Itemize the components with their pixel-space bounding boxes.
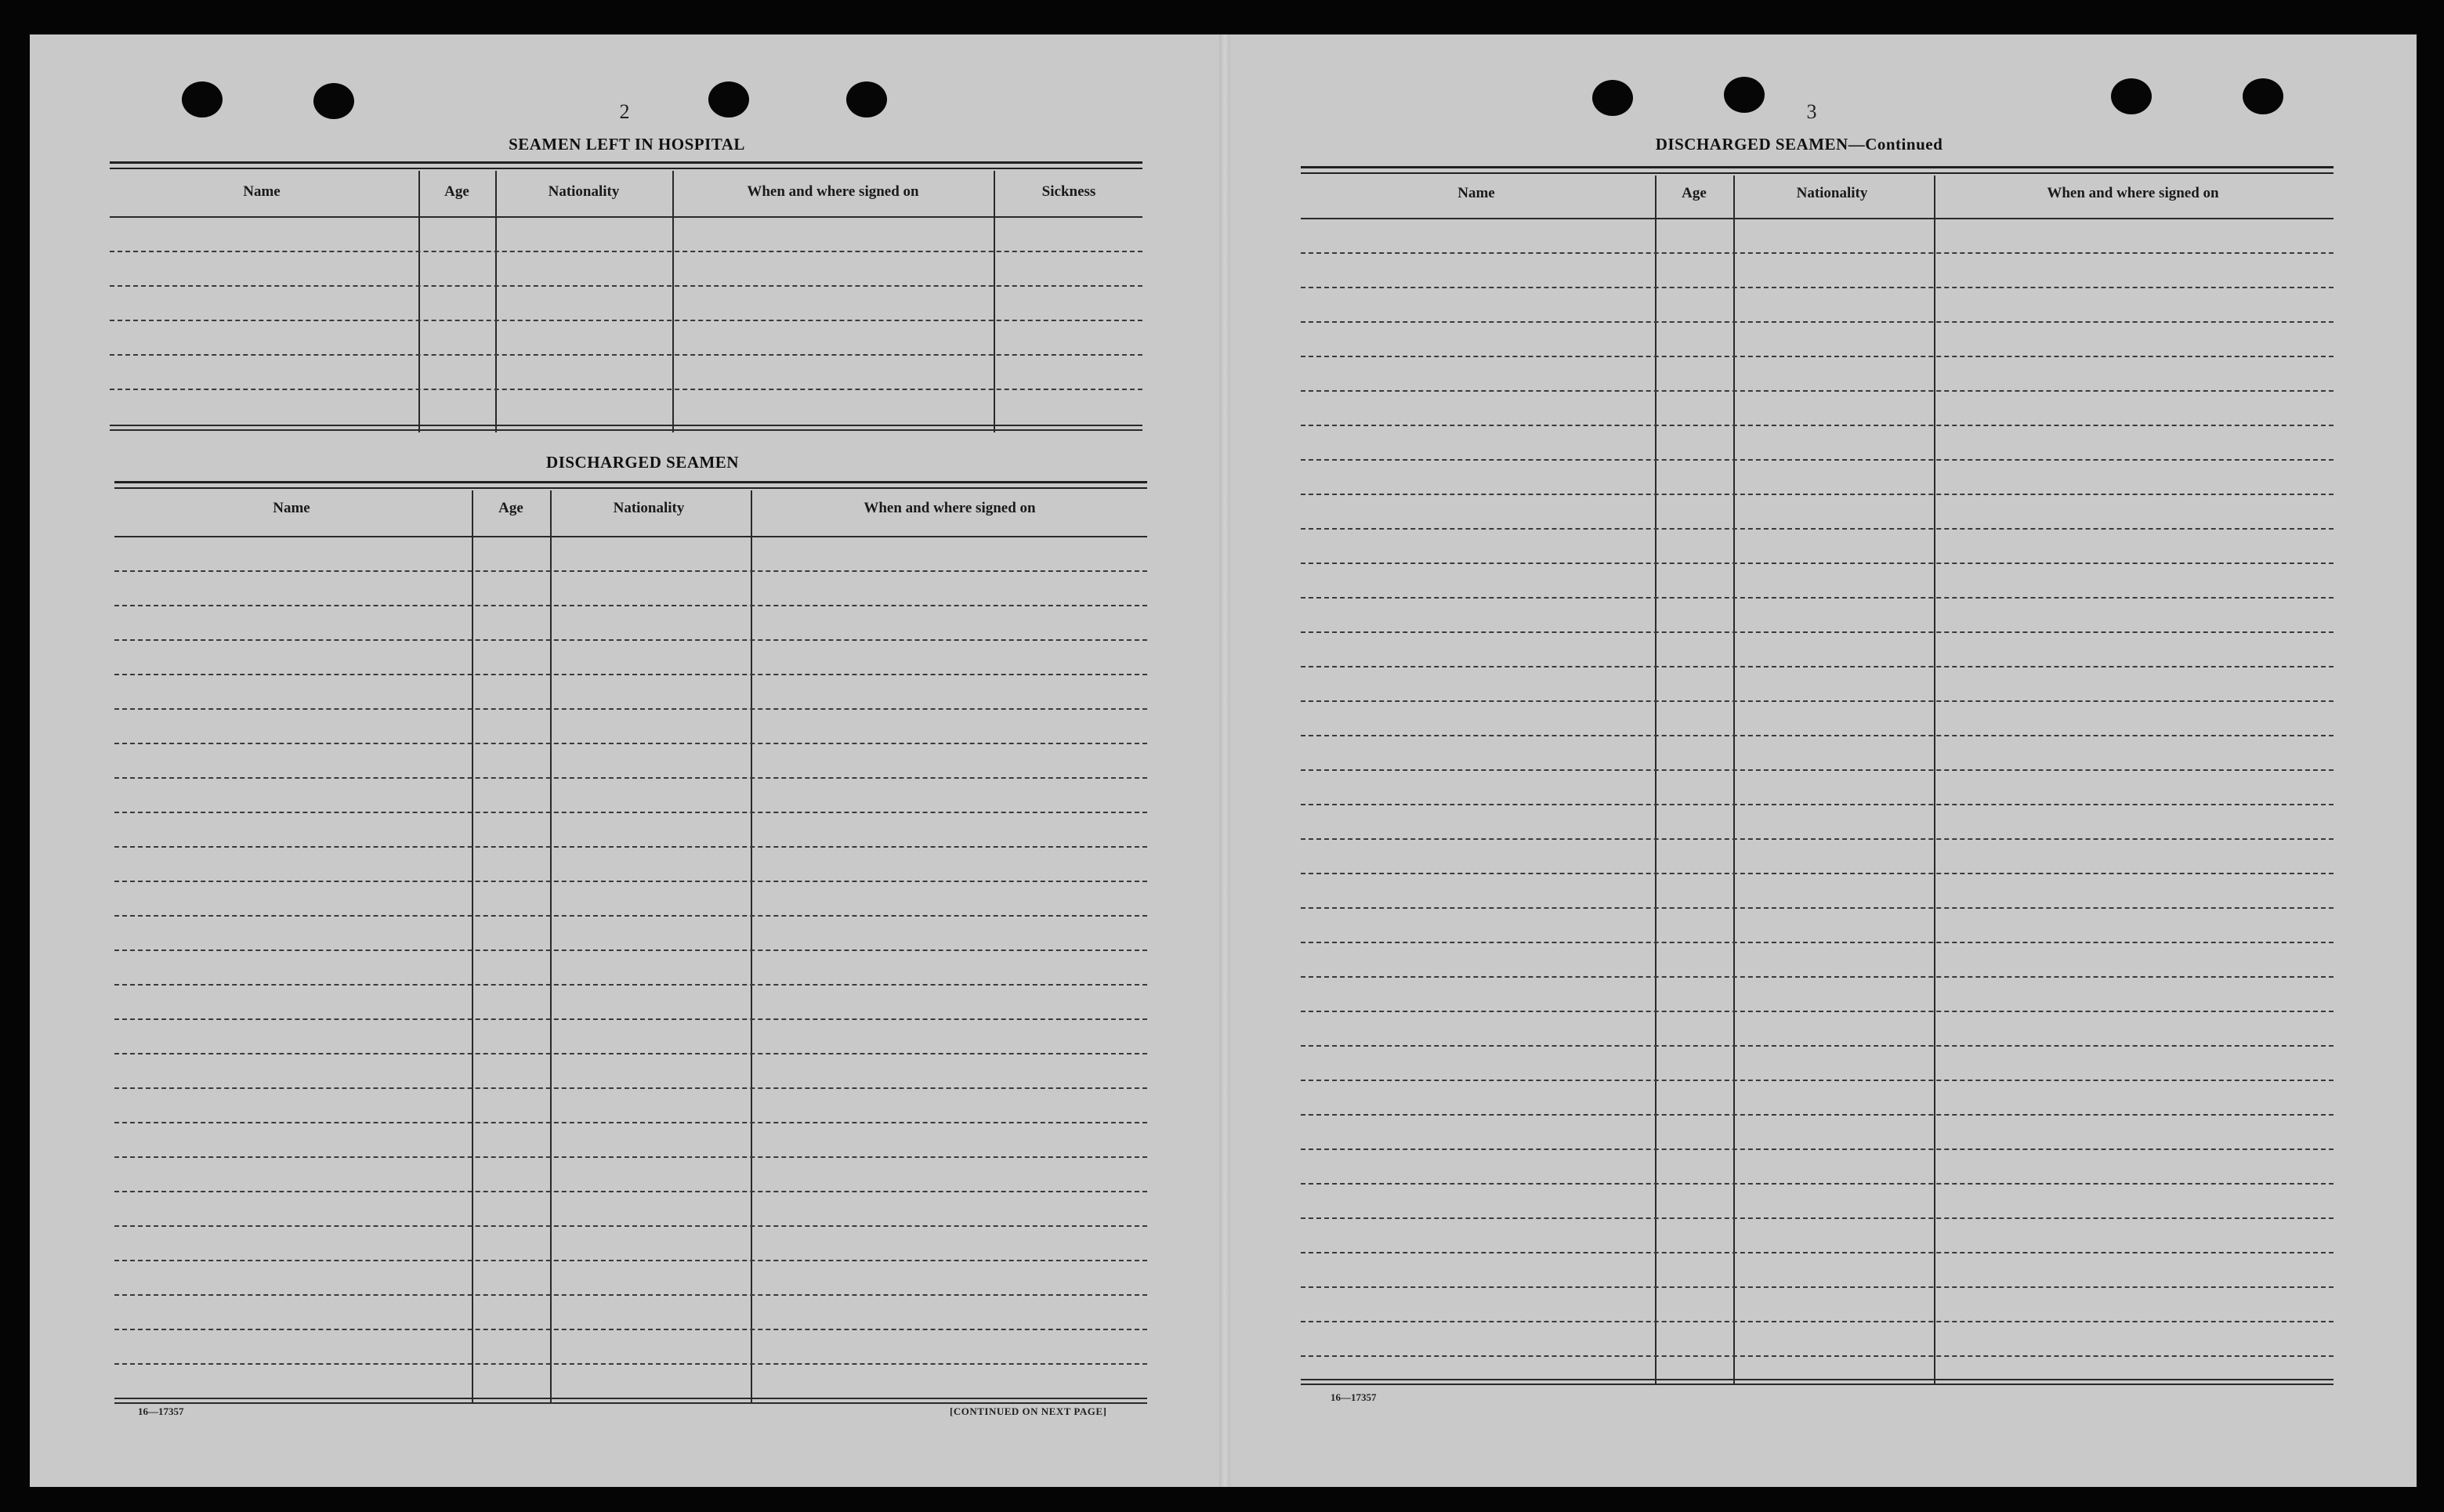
- punch-hole: [1724, 77, 1765, 113]
- hospital-col-sickness: Sickness: [1041, 183, 1096, 200]
- table-row: [1301, 1045, 2334, 1047]
- table-row: [1301, 1114, 2334, 1116]
- page-number-right: 3: [1806, 100, 1817, 123]
- table-row: [1301, 1217, 2334, 1219]
- table-row: [114, 1191, 1147, 1192]
- table-row: [114, 881, 1147, 882]
- continued-on-next-page-note: [CONTINUED ON NEXT PAGE]: [950, 1405, 1107, 1417]
- table-row: [114, 708, 1147, 710]
- table-row: [114, 605, 1147, 606]
- table-row: [114, 1018, 1147, 1020]
- table-row: [110, 251, 1142, 252]
- discharged-continued-title: [1656, 135, 1943, 154]
- page-fold: [1219, 34, 1230, 1487]
- table-row: [1301, 597, 2334, 599]
- table-row: [1301, 1011, 2334, 1012]
- discharged-continued-title-suffix: —Continued: [1848, 135, 1943, 154]
- table-row: [1301, 1080, 2334, 1081]
- table-row: [114, 1294, 1147, 1296]
- hospital-section-title: SEAMEN LEFT IN HOSPITAL: [509, 135, 745, 154]
- table-row: [114, 1329, 1147, 1330]
- discharged-col-age: Age: [498, 500, 523, 516]
- discharged-cont-col-name: Name: [1457, 185, 1495, 201]
- table-row: [1301, 1148, 2334, 1150]
- table-row: [114, 743, 1147, 744]
- table-row: [1301, 1252, 2334, 1253]
- punch-hole: [2243, 78, 2283, 114]
- table-row: [1301, 1183, 2334, 1185]
- hospital-table: [110, 161, 1142, 432]
- table-row: [110, 320, 1142, 321]
- form-number-right: 16—17357: [1331, 1391, 1377, 1403]
- table-row: [1301, 666, 2334, 667]
- table-row: [114, 1053, 1147, 1054]
- discharged-col-name: Name: [273, 500, 310, 516]
- table-row: [114, 1260, 1147, 1261]
- table-row: [1301, 769, 2334, 771]
- table-row: [1301, 907, 2334, 909]
- table-row: [114, 950, 1147, 951]
- table-row: [114, 915, 1147, 917]
- discharged-table-right: [1301, 166, 2334, 1384]
- punch-hole: [708, 81, 749, 118]
- table-row: [114, 846, 1147, 848]
- table-row: [114, 639, 1147, 641]
- table-row: [1301, 976, 2334, 978]
- table-row: [1301, 631, 2334, 633]
- punch-hole: [1592, 80, 1633, 116]
- table-row: [1301, 873, 2334, 874]
- discharged-section-title: DISCHARGED SEAMEN: [546, 453, 739, 472]
- discharged-cont-col-when-where: When and where signed on: [2047, 185, 2219, 201]
- table-row: [1301, 287, 2334, 288]
- discharged-col-nationality: Nationality: [613, 500, 685, 516]
- table-row: [1301, 425, 2334, 426]
- table-row: [110, 354, 1142, 356]
- table-row: [1301, 528, 2334, 530]
- table-row: [110, 285, 1142, 287]
- table-row: [1301, 838, 2334, 840]
- table-row: [114, 1122, 1147, 1123]
- table-row: [1301, 735, 2334, 736]
- table-row: [110, 389, 1142, 390]
- discharged-cont-col-nationality: Nationality: [1796, 185, 1868, 201]
- table-row: [114, 1087, 1147, 1089]
- table-row: [1301, 1286, 2334, 1288]
- table-row: [1301, 356, 2334, 357]
- table-row: [1301, 321, 2334, 323]
- table-row: [114, 1225, 1147, 1227]
- table-row: [114, 1363, 1147, 1365]
- discharged-cont-col-age: Age: [1682, 185, 1707, 201]
- hospital-col-name: Name: [243, 183, 281, 200]
- punch-hole: [846, 81, 887, 118]
- table-row: [114, 570, 1147, 572]
- table-row: [1301, 562, 2334, 564]
- punch-hole: [2111, 78, 2152, 114]
- discharged-table-left: [114, 481, 1147, 1402]
- page-number-left: 2: [619, 100, 630, 123]
- table-row: [114, 984, 1147, 986]
- table-row: [114, 812, 1147, 813]
- table-row: [1301, 494, 2334, 495]
- table-row: [1301, 459, 2334, 461]
- table-row: [1301, 252, 2334, 254]
- hospital-col-when-where: When and where signed on: [747, 183, 919, 200]
- discharged-continued-title-main: DISCHARGED SEAMEN: [1655, 135, 1848, 154]
- table-row: [114, 1156, 1147, 1158]
- table-row: [1301, 700, 2334, 702]
- table-row: [1301, 1321, 2334, 1322]
- table-row: [1301, 390, 2334, 392]
- table-row: [114, 777, 1147, 779]
- discharged-col-when-where: When and where signed on: [864, 500, 1036, 516]
- table-row: [1301, 942, 2334, 943]
- hospital-col-age: Age: [444, 183, 469, 200]
- hospital-col-nationality: Nationality: [548, 183, 620, 200]
- table-row: [1301, 804, 2334, 805]
- punch-hole: [182, 81, 223, 118]
- form-number-left: 16—17357: [138, 1405, 184, 1417]
- table-row: [114, 674, 1147, 675]
- punch-hole: [313, 83, 354, 119]
- table-row: [1301, 1355, 2334, 1357]
